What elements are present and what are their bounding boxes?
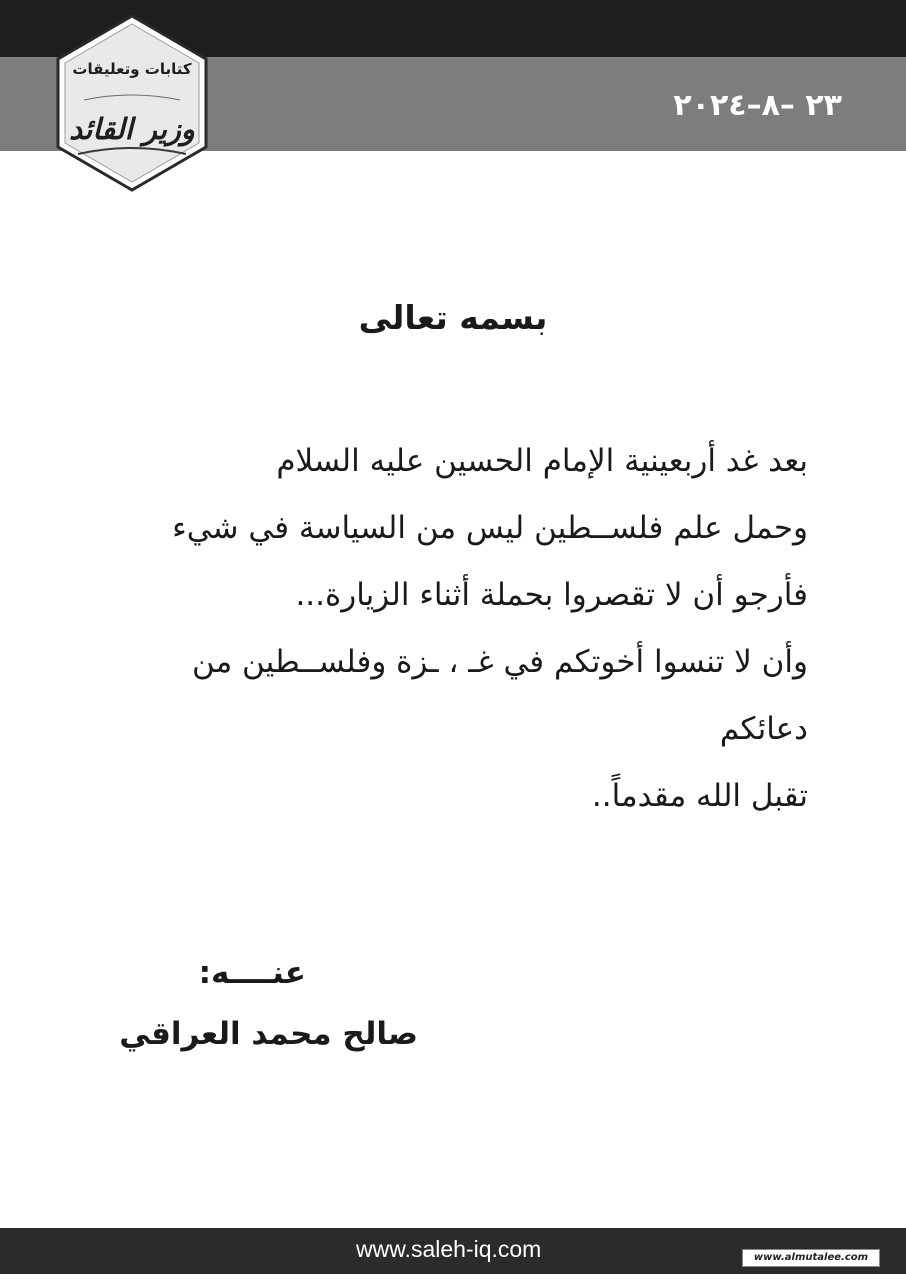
logo-title: وزير القائد [69, 112, 195, 146]
logo [54, 14, 210, 192]
logo-subtitle: كتابات وتعليقات [72, 60, 192, 78]
footer-url[interactable]: www.saleh-iq.com [356, 1236, 542, 1262]
signoff-label: عنــــه: [198, 955, 306, 991]
logo-hexagon-icon [54, 14, 210, 192]
signer-name: صالح محمد العراقي [119, 1016, 418, 1052]
letter-body [118, 428, 808, 830]
body-line: فأرجو أن لا تقصروا بحملة أثناء الزيارة... [295, 577, 808, 613]
body-line: دعائكم [719, 711, 808, 747]
letter-title: بسمه تعالى [358, 298, 548, 337]
body-line: بعد غد أربعينية الإمام الحسين عليه السلام [276, 443, 808, 479]
body-line: وحمل علم فلســطين ليس من السياسة في شيء [172, 510, 808, 546]
watermark: www.almutalee.com [742, 1249, 880, 1267]
body-line: تقبل الله مقدماً.. [591, 778, 808, 814]
body-line: وأن لا تنسوا أخوتكم في غـ ، ـزة وفلســطين من [192, 644, 808, 680]
letter-date: ٢٣ –٨–٢٠٢٤ [673, 88, 842, 123]
